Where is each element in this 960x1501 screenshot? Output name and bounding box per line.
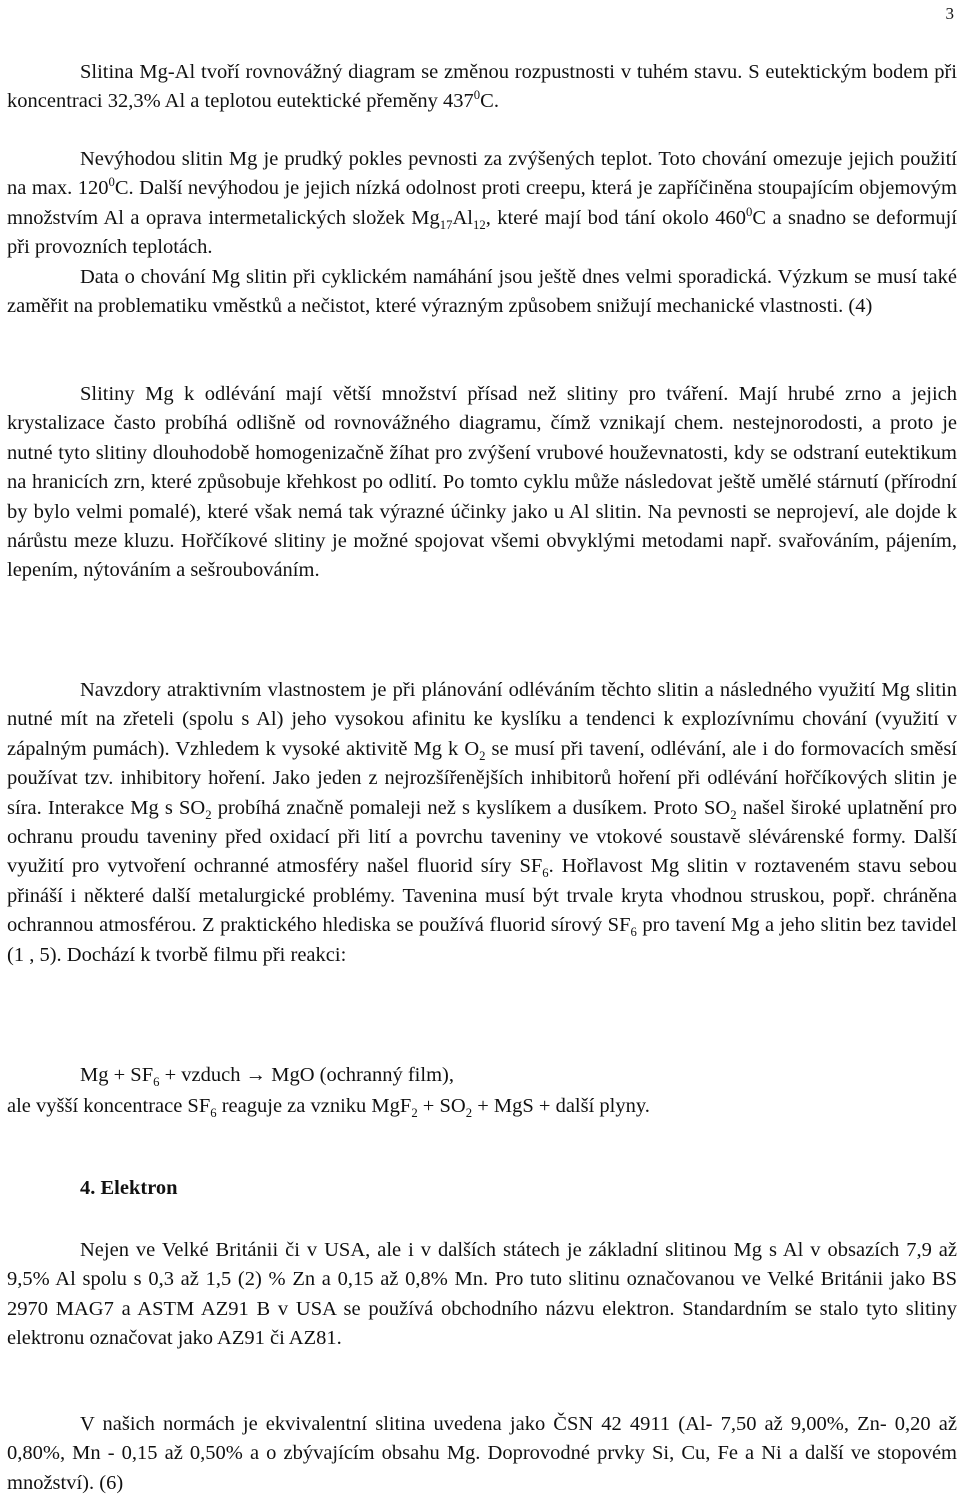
paragraph-text: Nejen ve Velké Británii či v USA, ale i v dalších státech je základní slitinou Mg s Al v obsazích 7,9 až 9,5% Al spolu s 0,3 až 1,5 (2) % Zn a 0,15 až 0,8% Mn. Pro tuto slitinu označovanou ve Velké Británii jako BS 2970 MAG7 a ASTM AZ91 B v USA se používá obchodního názvu elektron. Standardním se stalo tyto slitiny elektronu označovat jako AZ91 či AZ81. [7, 1239, 957, 1350]
paragraph-text: Slitiny Mg k odlévání mají větší množství přísad než slitiny pro tváření. Mají hrubé zrno a jejich krystalizace často probíhá odlišně od rovnovážného diagramu, čímž vznikají chem. nestejnorodosti, a proto je nutné tyto slitiny dlouhodobě homogenizačně žíhat pro zvýšení vrubové houževnatosti, kdy se odstraní eutektikum na hranicích zrn, které způsobuje křehkost po odlití. Po tomto cyklu může následovat ještě umělé stárnutí (přírodní by bylo velmi pomalé), které však nemá tak výrazné účinky jako u Al slitin. Na pevnosti se neprojeví, ale dojde k nárůstu meze kluzu. Hořčíkové slitiny je možné spojovat všemi obvyklými metodami např. svařováním, pájením, lepením, nýtováním a sešroubováním. [7, 383, 957, 582]
paragraph-text: Slitina Mg-Al tvoří rovnovážný diagram se změnou rozpustnosti v tuhém stavu. S eutektickým bodem při koncentraci 32,3% Al a teplotou eutektické přeměny $437^0C$. [7, 61, 957, 113]
section-heading: 4. Elektron [80, 1177, 178, 1199]
reaction-line: $Mg + SF_6$ + vzduch → MgO (ochranný film), [80, 1064, 454, 1090]
paragraph-casting-alloys [7, 380, 957, 586]
paragraph-text: Data o chování Mg slitin při cyklickém namáhání jsou ještě dnes velmi sporadická. Výzkum se musí také zaměřit na problematiku vměstků a nečistot, které výrazným způsobem snižují mechanické vlastnosti. (4) [7, 265, 957, 318]
paragraph-disadvantages [7, 145, 957, 321]
page-number: 3 [945, 4, 954, 23]
arrow-icon: → [245, 1064, 267, 1086]
paragraph-elektron [7, 1236, 957, 1354]
paragraph-text: V našich normách je ekvivalentní slitina uvedena jako ČSN 42 4911 (Al- 7,50 až 9,00%, Zn- 0,20 až 0,80%, Mn - 0,15 až 0,50% a o zbývajícím obsahu Mg. Doprovodné prvky Si, Cu, Fe a Ni a další ve stopovém množství). (6) [7, 1413, 957, 1494]
paragraph-text: Navzdory atraktivním vlastnostem je při plánování odléváním těchto slitin a následného využití Mg slitin nutné mít na zřeteli (spolu s Al) jeho vysokou afinitu ke kyslíku a tendenci k explozívnímu chování (využití v zápalným pumách). Vzhledem k vysoké aktivitě Mg k $O_2$ se musí při tavení, odlévání, ale i do formovacích směsí používat tzv. inhibitory hoření. Jako jeden z nejrozšířenějších inhibitorů hoření při odlévání hořčíkových slitin je síra. Interakce Mg s $SO_2$ probíhá značně pomaleji než s kyslíkem a dusíkem. Proto $SO_2$ našel široké uplatnění pro ochranu proudu taveniny před oxidací při lití a povrchu taveniny ve vtokové soustavě slévárenské formy. Další využití pro vytvoření ochranné atmosféry našel fluorid síry $SF_6$. Hořlavost Mg slitin v roztaveném stavu sebou přináší i některé další metalurgické problémy. Tavenina musí být trvale kryta vhodnou struskou, popř. chráněna ochrannou atmosférou. Z praktického hlediska se používá fluorid sírový $SF_6$ pro tavení Mg a jeho slitin bez tavidel (1 , 5). Dochází k tvorbě filmu při reakci: [7, 679, 957, 966]
reaction-line: ale vyšší koncentrace $SF_6$ reaguje za vzniku $MgF_2 + SO_2$ + MgS + další plyny. [7, 1095, 650, 1121]
paragraph-text: Nevýhodou slitin Mg je prudký pokles pevnosti za zvýšených teplot. Toto chování omezuje jejich použití na max. $120^0C$. Další nevýhodou je jejich nízká odolnost proti creepu, která je zapříčiněna stoupajícím objemovým množstvím Al a oprava intermetalických složek $Mg_{17}Al_{12}$, které mají bod tání okolo $460^0C$ a snadno se deformují při provozních teplotách. [7, 148, 957, 259]
reaction-equation [7, 1060, 957, 1122]
paragraph-csn-standard [7, 1410, 957, 1498]
paragraph-phase-diagram [7, 58, 957, 117]
paragraph-oxygen-affinity [7, 676, 957, 970]
